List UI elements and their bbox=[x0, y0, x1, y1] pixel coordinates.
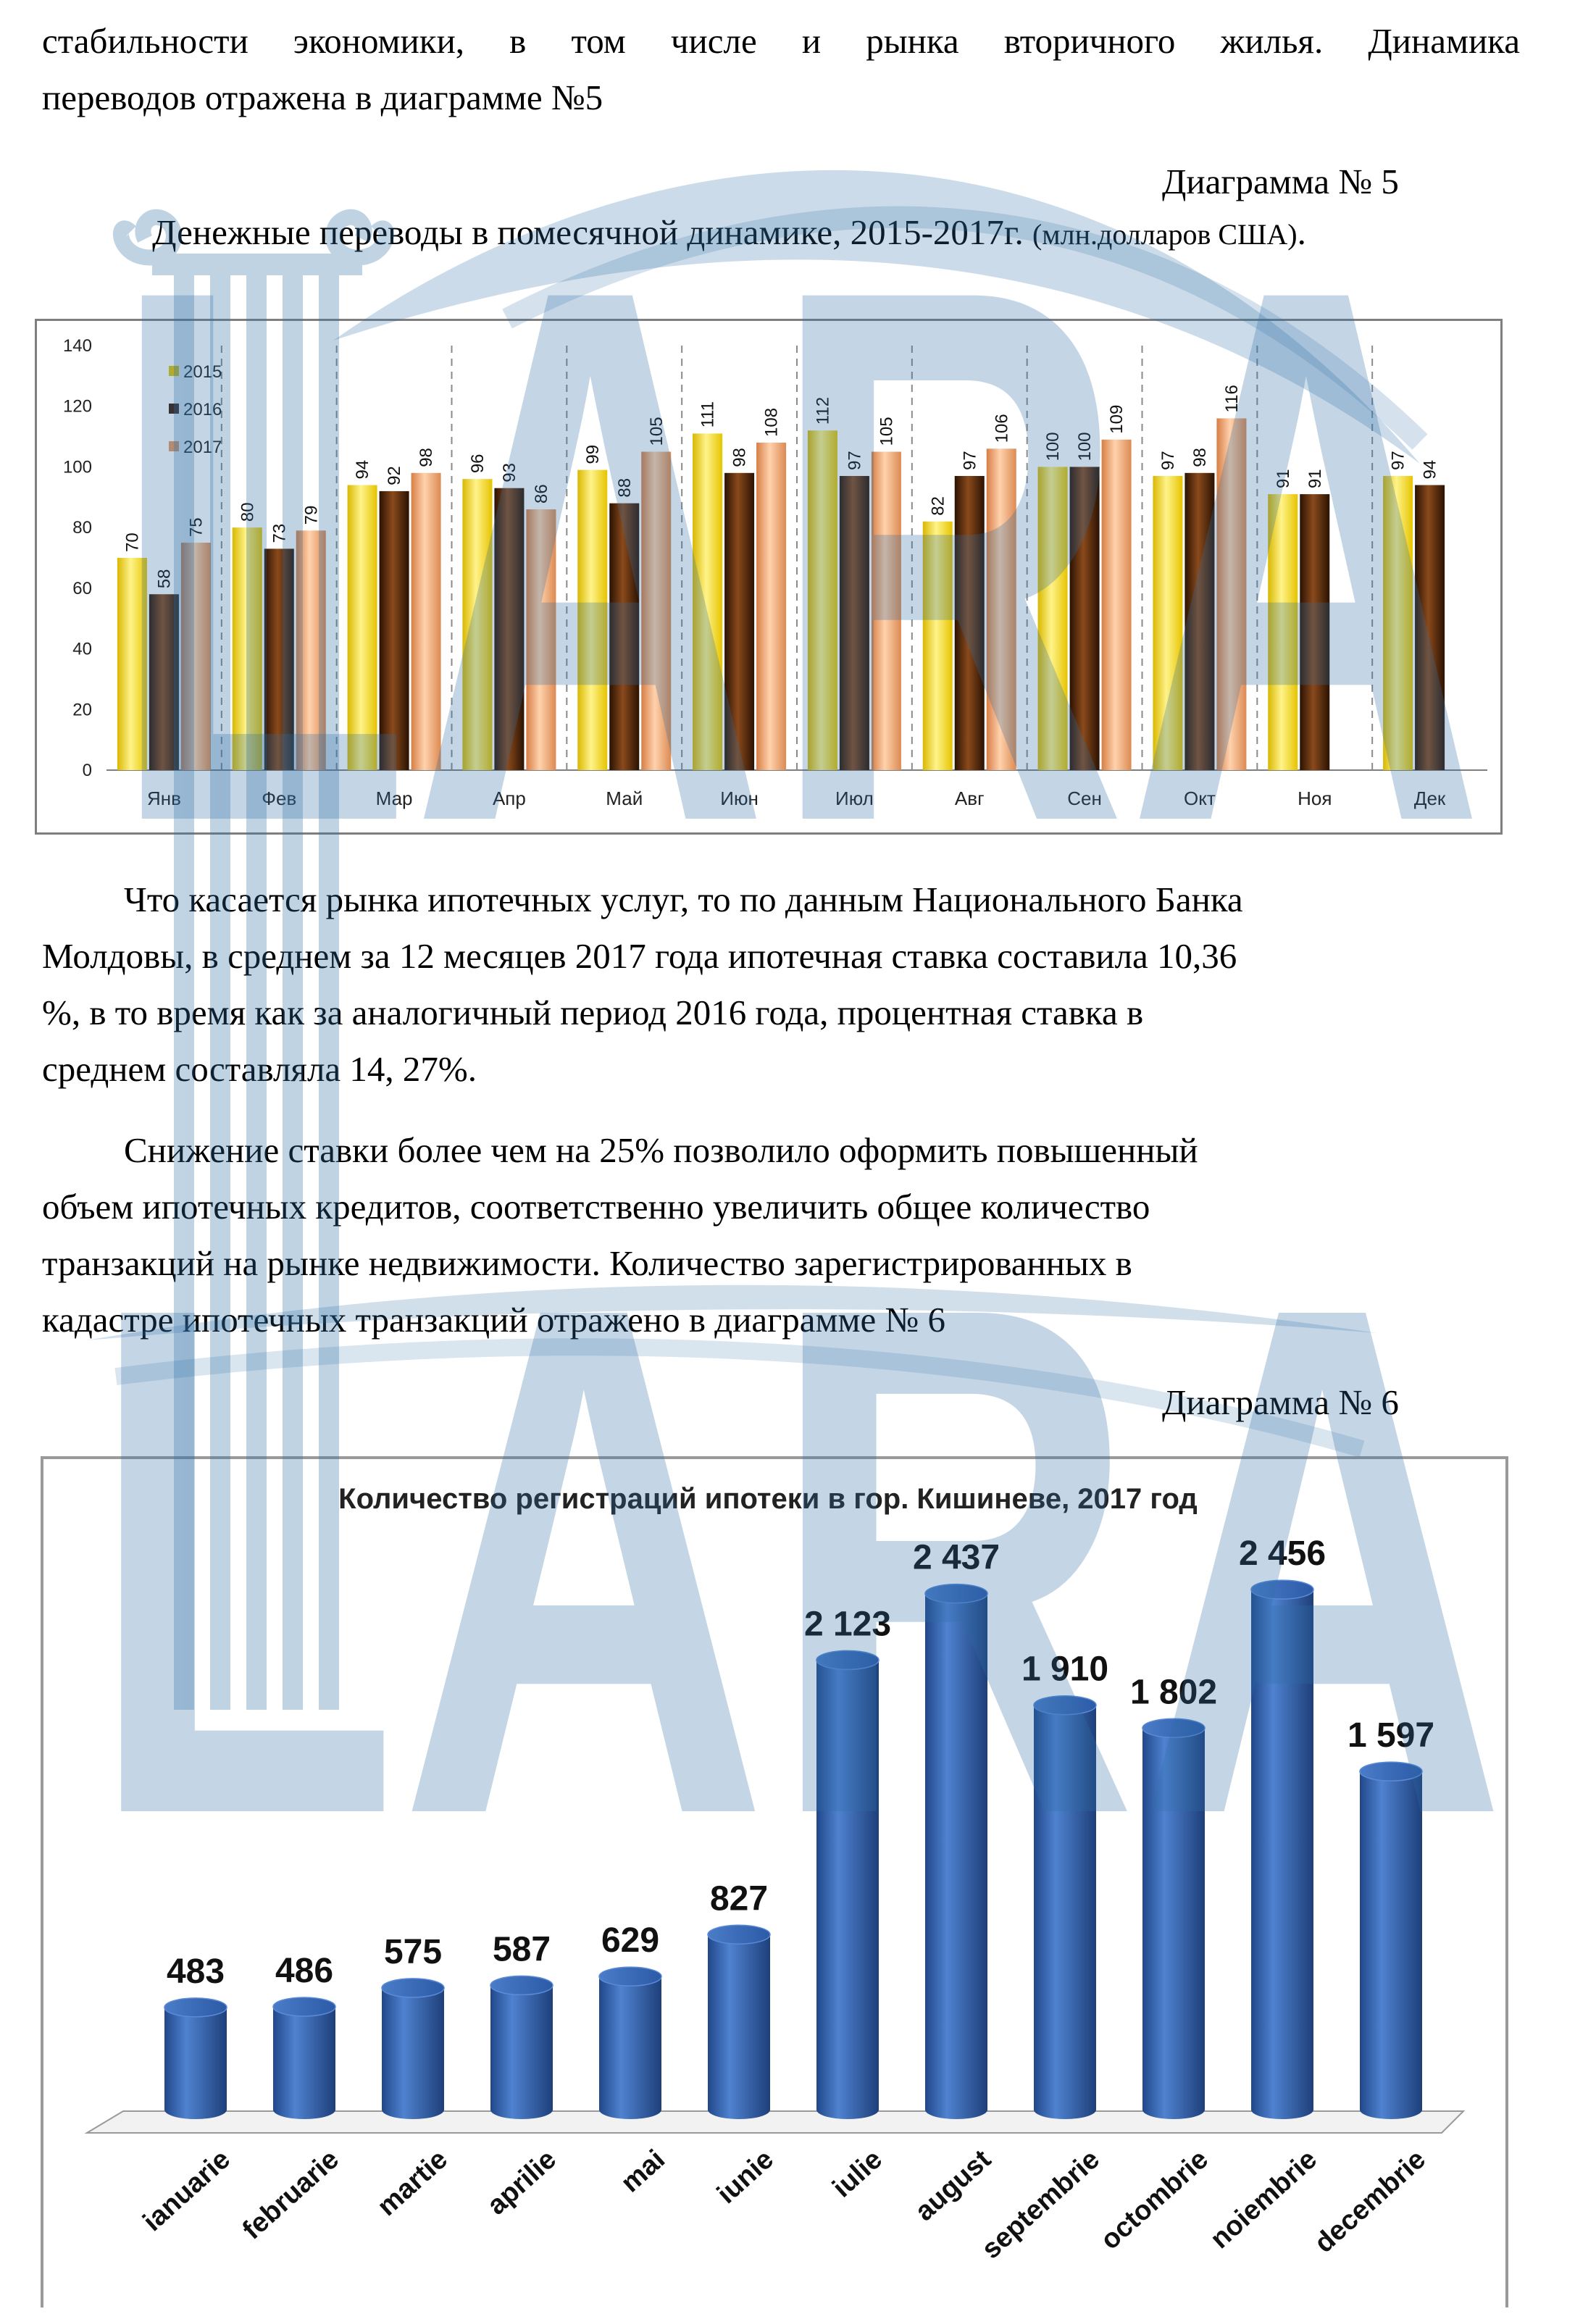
bar-2017-Окт bbox=[1216, 418, 1246, 770]
bar-2015-Дек bbox=[1383, 476, 1413, 770]
bar-februarie bbox=[273, 2007, 335, 2119]
data-label: 79 bbox=[301, 505, 322, 525]
data-label: 100 bbox=[1043, 432, 1064, 461]
data-label: 99 bbox=[582, 444, 603, 464]
x-tick-label: septembrie bbox=[976, 2144, 1106, 2265]
data-label: 93 bbox=[499, 463, 519, 483]
bar-2016-Янв bbox=[149, 594, 179, 770]
bar-2016-Мар bbox=[380, 491, 409, 770]
data-label: 86 bbox=[531, 484, 551, 504]
para1-line-1: Что касается рынка ипотечных услуг, то по данным Национального Банка bbox=[124, 880, 1243, 919]
bar-mai bbox=[599, 1976, 661, 2119]
data-label: 108 bbox=[761, 407, 782, 437]
data-label: 2 123 bbox=[803, 1605, 892, 1644]
y-tick-label: 60 bbox=[72, 578, 92, 598]
bar-decembrie bbox=[1360, 1771, 1422, 2119]
chart-remittances-svg bbox=[37, 321, 1500, 832]
x-tick-label: octombrie bbox=[1095, 2144, 1215, 2256]
data-label: 116 bbox=[1221, 385, 1242, 413]
bar-2016-Фев bbox=[264, 548, 294, 770]
bar-iunie bbox=[708, 1934, 770, 2119]
bar-ianuarie bbox=[164, 2008, 227, 2119]
data-label: 111 bbox=[698, 401, 718, 428]
x-tick-label: februarie bbox=[237, 2144, 346, 2246]
intro-paragraph-end bbox=[42, 70, 1520, 126]
para1-line-2: Молдовы, в среднем за 12 месяцев 2017 года ипотечная ставка составила 10,36 bbox=[42, 936, 1237, 976]
data-label: 88 bbox=[614, 477, 635, 498]
legend-swatch bbox=[169, 404, 179, 414]
data-label: 1 910 bbox=[1021, 1650, 1109, 1689]
bar-septembrie bbox=[1034, 1705, 1096, 2119]
x-tick-label: decembrie bbox=[1308, 2144, 1432, 2259]
diagram5-number: Диаграмма № 5 bbox=[1162, 162, 1399, 201]
x-tick-label: aprilie bbox=[481, 2144, 563, 2221]
lara-watermark-text-bottom: LARA bbox=[87, 1156, 1507, 1965]
data-label: 91 bbox=[1273, 469, 1293, 489]
diagram6-number: Диаграмма № 6 bbox=[1162, 1382, 1399, 1422]
chart-mortgage-registrations bbox=[41, 1456, 1508, 2307]
para2-line-1: Снижение ставки более чем на 25% позволило оформить повышенный bbox=[124, 1130, 1198, 1170]
para2-line-3: транзакций на рынке недвижимости. Количество зарегистрированных в bbox=[42, 1243, 1132, 1283]
diagram5-caption-unit: (млн.долларов США) bbox=[1032, 218, 1298, 251]
x-tick-label: Фев bbox=[262, 788, 297, 809]
x-tick-label: martie bbox=[372, 2144, 454, 2223]
data-label: 105 bbox=[877, 417, 897, 446]
lara-watermark-text-top: LARA bbox=[109, 130, 1485, 980]
diagram5-caption-end: . bbox=[1297, 212, 1306, 252]
bar-2015-Авг bbox=[923, 522, 953, 770]
data-label: 98 bbox=[417, 448, 437, 467]
data-label: 106 bbox=[992, 414, 1012, 443]
chart-title: Количество регистраций ипотеки в гор. Кишиневе, 2017 год bbox=[338, 1483, 1198, 1515]
chart-mortgage-registrations-svg bbox=[43, 1459, 1505, 2310]
data-label: 575 bbox=[383, 1932, 443, 1971]
bar-2015-Июл bbox=[808, 430, 837, 770]
data-label: 483 bbox=[166, 1952, 225, 1991]
y-tick-label: 120 bbox=[62, 396, 92, 417]
chart-remittances bbox=[35, 319, 1503, 835]
intro-paragraph bbox=[42, 13, 1520, 70]
bar-2015-Мар bbox=[348, 485, 377, 770]
y-tick-label: 20 bbox=[72, 700, 92, 720]
para2-line-2: объем ипотечных кредитов, соответственно увеличить общее количество bbox=[42, 1187, 1150, 1227]
bar-2017-Май bbox=[641, 452, 671, 771]
y-tick-label: 140 bbox=[62, 336, 92, 356]
data-label: 98 bbox=[730, 448, 750, 467]
legend-swatch bbox=[169, 366, 179, 376]
data-label: 97 bbox=[1388, 451, 1408, 470]
diagram5-caption bbox=[0, 212, 1527, 253]
mortgage-rate-paragraph bbox=[42, 872, 1520, 1098]
para1-line-4: среднем составляла 14, 27%. bbox=[42, 1049, 477, 1089]
bar-2015-Окт bbox=[1153, 476, 1182, 770]
bar-2015-Янв bbox=[117, 558, 147, 770]
bar-2015-Сен bbox=[1038, 467, 1068, 770]
data-label: 58 bbox=[154, 569, 175, 589]
bar-martie bbox=[382, 1988, 444, 2119]
bar-top-iulie bbox=[816, 1650, 879, 1669]
x-tick-label: Июн bbox=[720, 788, 759, 809]
bar-top-octombrie bbox=[1142, 1718, 1205, 1737]
bar-2016-Сен bbox=[1070, 467, 1100, 770]
data-label: 2 437 bbox=[912, 1538, 1000, 1577]
bar-noiembrie bbox=[1251, 1590, 1313, 2119]
x-tick-label: Май bbox=[606, 788, 643, 809]
bar-2015-Июн bbox=[693, 433, 722, 770]
bar-2015-Апр bbox=[462, 479, 492, 770]
legend-swatch bbox=[169, 441, 179, 451]
intro-line-2: переводов отражена в диаграмме №5 bbox=[42, 78, 603, 117]
x-tick-label: Янв bbox=[146, 788, 181, 809]
intro-line-1: стабильности экономики, в том числе и рынка вторичного жилья. Динамика bbox=[42, 21, 1520, 61]
x-tick-label: Дек bbox=[1413, 788, 1446, 809]
bar-2015-Ноя bbox=[1268, 494, 1298, 770]
bar-2016-Дек bbox=[1415, 485, 1445, 770]
bar-2016-Авг bbox=[955, 476, 985, 770]
x-tick-label: ianuarie bbox=[137, 2144, 237, 2238]
x-tick-label: iunie bbox=[711, 2144, 780, 2210]
bar-top-martie bbox=[382, 1979, 444, 1997]
data-label: 96 bbox=[467, 454, 488, 474]
bar-2017-Янв bbox=[181, 543, 211, 770]
x-tick-label: Окт bbox=[1184, 788, 1216, 809]
mortgage-volume-paragraph bbox=[42, 1122, 1520, 1348]
bar-2016-Июл bbox=[840, 476, 869, 770]
x-tick-label: Авг bbox=[954, 788, 985, 809]
bar-2017-Авг bbox=[987, 448, 1016, 770]
data-label: 2 456 bbox=[1238, 1534, 1326, 1574]
bar-2017-Апр bbox=[526, 509, 556, 770]
data-label: 73 bbox=[270, 523, 290, 543]
data-label: 82 bbox=[928, 496, 948, 516]
bar-2015-Май bbox=[577, 470, 607, 770]
bar-2015-Фев bbox=[233, 527, 262, 770]
data-label: 629 bbox=[601, 1921, 660, 1960]
bar-top-mai bbox=[599, 1967, 661, 1986]
bar-iulie bbox=[816, 1660, 879, 2119]
data-label: 94 bbox=[353, 459, 373, 480]
bar-2017-Июл bbox=[872, 452, 901, 771]
x-tick-label: Сен bbox=[1067, 788, 1102, 809]
y-tick-label: 40 bbox=[72, 639, 92, 659]
bar-2016-Июн bbox=[724, 473, 754, 770]
bar-top-aprilie bbox=[490, 1976, 553, 1995]
x-tick-label: Мар bbox=[375, 788, 413, 809]
data-label: 97 bbox=[845, 451, 865, 470]
legend-entry: 2017 bbox=[183, 438, 222, 457]
bar-2017-Сен bbox=[1102, 440, 1132, 770]
data-label: 80 bbox=[238, 502, 258, 522]
data-label: 98 bbox=[1190, 448, 1210, 467]
data-label: 105 bbox=[646, 417, 667, 446]
x-tick-label: Июл bbox=[835, 788, 874, 809]
x-tick-label: mai bbox=[615, 2144, 672, 2199]
bar-2016-Окт bbox=[1185, 473, 1214, 770]
bar-top-decembrie bbox=[1360, 1762, 1422, 1781]
bar-aprilie bbox=[490, 1985, 553, 2119]
data-label: 486 bbox=[275, 1951, 334, 1990]
y-tick-label: 0 bbox=[82, 761, 92, 780]
bar-top-ianuarie bbox=[164, 1998, 227, 2017]
data-label: 1 597 bbox=[1347, 1716, 1435, 1755]
bar-top-iunie bbox=[708, 1925, 770, 1944]
bar-2016-Апр bbox=[494, 488, 524, 770]
data-label: 91 bbox=[1305, 469, 1325, 489]
x-tick-label: noiembrie bbox=[1204, 2144, 1324, 2255]
data-label: 109 bbox=[1107, 404, 1127, 434]
x-tick-label: Ноя bbox=[1298, 788, 1332, 809]
bar-2017-Июн bbox=[756, 443, 786, 770]
y-tick-label: 80 bbox=[72, 518, 92, 538]
bar-top-septembrie bbox=[1034, 1696, 1096, 1715]
bar-top-februarie bbox=[273, 1997, 335, 2016]
data-label: 100 bbox=[1075, 432, 1095, 461]
bar-2017-Фев bbox=[296, 530, 326, 770]
data-label: 97 bbox=[1158, 451, 1178, 470]
data-label: 827 bbox=[709, 1879, 769, 1918]
data-label: 97 bbox=[960, 451, 980, 470]
para1-line-3: %, в то время как за аналогичный период 2016 года, процентная ставка в bbox=[42, 993, 1144, 1032]
bar-august bbox=[925, 1594, 987, 2119]
x-tick-label: iulie bbox=[827, 2144, 889, 2204]
bar-2016-Май bbox=[609, 504, 639, 770]
bar-2016-Ноя bbox=[1300, 494, 1329, 770]
legend-entry: 2016 bbox=[183, 400, 222, 419]
x-tick-label: Апр bbox=[492, 788, 526, 809]
diagram5-caption-main: Денежные переводы в помесячной динамике, 2015-2017г. bbox=[152, 212, 1032, 252]
data-label: 587 bbox=[492, 1930, 551, 1969]
bar-2017-Мар bbox=[411, 473, 441, 770]
data-label: 1 802 bbox=[1129, 1673, 1218, 1712]
x-tick-label: august bbox=[909, 2144, 998, 2228]
legend-entry: 2015 bbox=[183, 362, 222, 382]
data-label: 75 bbox=[186, 517, 206, 538]
data-label: 94 bbox=[1420, 459, 1440, 480]
bar-top-noiembrie bbox=[1251, 1580, 1313, 1599]
data-label: 112 bbox=[813, 396, 833, 425]
bar-top-august bbox=[925, 1584, 987, 1603]
para2-line-4: кадастре ипотечных транзакций отражено в диаграмме № 6 bbox=[42, 1300, 946, 1340]
data-label: 70 bbox=[122, 532, 143, 552]
y-tick-label: 100 bbox=[62, 457, 92, 477]
data-label: 92 bbox=[385, 466, 405, 485]
bar-octombrie bbox=[1142, 1728, 1205, 2119]
